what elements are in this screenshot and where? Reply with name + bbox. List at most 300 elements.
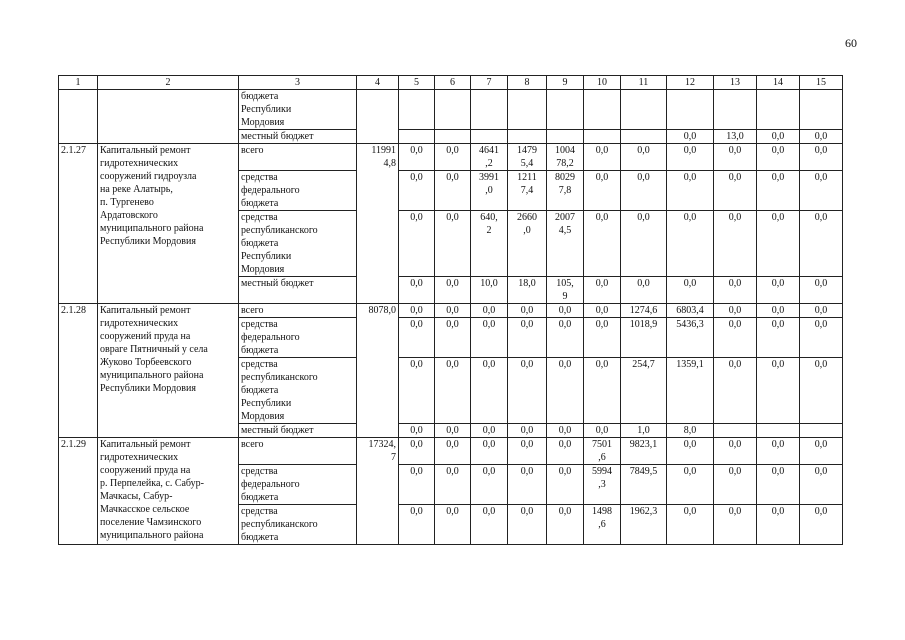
value-cell [800, 465, 843, 505]
table-body [59, 76, 843, 545]
value-cell [508, 211, 547, 277]
text-line: 0,0 [814, 439, 828, 450]
value-cell [399, 424, 435, 438]
value-cell [584, 304, 621, 318]
value-cell [667, 318, 714, 358]
text-line: Республики Мордовия [100, 383, 196, 394]
value-cell [471, 144, 508, 171]
text-line: 8029 [555, 172, 575, 183]
value-cell [508, 358, 547, 424]
text-line: 0,0 [410, 145, 423, 156]
text-line: 0,0 [814, 305, 828, 316]
text-line: 0,0 [520, 466, 534, 477]
text-line: 0,0 [637, 212, 650, 223]
value-cell [714, 358, 757, 424]
table-row [59, 304, 843, 318]
source-cell [239, 505, 357, 545]
text-line: бюджета [241, 345, 279, 356]
value-cell [621, 304, 667, 318]
text-line: Республики [241, 251, 292, 262]
text-line: 11991 [371, 145, 396, 156]
text-line: 0,0 [814, 145, 828, 156]
text-line: 0,0 [683, 439, 697, 450]
value-cell [757, 465, 800, 505]
empty-cell [357, 90, 399, 144]
text-line: 0,0 [771, 305, 785, 316]
value-cell [757, 438, 800, 465]
source-cell [239, 318, 357, 358]
value-cell [547, 505, 584, 545]
text-line: 8,0 [683, 425, 697, 436]
value-cell [714, 424, 757, 438]
text-line: 0,0 [558, 305, 572, 316]
empty-cell [435, 90, 471, 130]
text-line: Капитальный ремонт [100, 305, 191, 316]
text-line: федерального [241, 332, 300, 343]
value-cell [584, 277, 621, 304]
text-line: 7849,5 [629, 466, 658, 477]
text-line: 254,7 [632, 359, 655, 370]
value-cell [508, 318, 547, 358]
text-line: 2 [486, 225, 492, 236]
value-cell [714, 171, 757, 211]
text-line: всего [241, 305, 264, 316]
value-cell [714, 304, 757, 318]
text-line: 0,0 [771, 172, 785, 183]
text-line: федерального [241, 185, 300, 196]
text-line: 0,0 [683, 145, 697, 156]
value-cell [471, 171, 508, 211]
text-line: 0,0 [595, 212, 609, 223]
value-cell [435, 211, 471, 277]
text-line: 0,0 [558, 359, 572, 370]
text-line: 0,0 [683, 466, 697, 477]
value-cell [435, 144, 471, 171]
text-line: 0,0 [558, 506, 572, 517]
value-cell [547, 144, 584, 171]
text-line: средства [241, 466, 278, 477]
text-line: овраге Пятничный у села [100, 344, 208, 355]
text-line: 0,0 [814, 466, 828, 477]
value-cell [471, 277, 508, 304]
text-line: 0,0 [728, 319, 742, 330]
text-line: 0,0 [814, 359, 828, 370]
text-line: гидротехнических [100, 158, 179, 169]
text-line: 2007 [555, 212, 575, 223]
text-line: 0,0 [520, 425, 534, 436]
text-line: ,0 [485, 185, 493, 196]
text-line: 7,8 [558, 185, 572, 196]
text-line: 0,0 [637, 278, 650, 289]
header-cell: 14 [757, 76, 800, 90]
value-cell [621, 465, 667, 505]
value-cell [800, 358, 843, 424]
value-cell [508, 277, 547, 304]
text-line: 0,0 [482, 466, 496, 477]
total-cost-cell [357, 144, 399, 304]
value-cell [584, 211, 621, 277]
text-line: средства [241, 506, 278, 517]
value-cell [800, 277, 843, 304]
value-cell [508, 171, 547, 211]
text-line: 0,0 [728, 278, 742, 289]
text-line: республиканского [241, 372, 318, 383]
text-line: 0,0 [771, 278, 785, 289]
value-cell [584, 505, 621, 545]
value-cell: 13,0 [714, 130, 757, 144]
source-cell [239, 465, 357, 505]
value-cell [757, 318, 800, 358]
text-line: 1004 [555, 145, 575, 156]
source-cell [239, 424, 357, 438]
source-cell [239, 211, 357, 277]
text-line: 18,0 [518, 278, 536, 289]
text-line: 7 [391, 452, 396, 463]
empty-cell [584, 90, 621, 130]
text-line: 1018,9 [629, 319, 658, 330]
value-cell [435, 171, 471, 211]
text-line: 0,0 [771, 359, 785, 370]
value-cell [621, 424, 667, 438]
value-cell [435, 424, 471, 438]
value-cell [667, 277, 714, 304]
text-line: 2660 [517, 212, 537, 223]
total-cost-cell [357, 304, 399, 438]
value-cell [435, 438, 471, 465]
text-line: республиканского [241, 225, 318, 236]
text-line: 1962,3 [629, 506, 658, 517]
value-cell [621, 505, 667, 545]
value-cell [471, 438, 508, 465]
text-line: гидротехнических [100, 452, 179, 463]
text-line: 4,8 [383, 158, 396, 169]
text-line: 0,0 [728, 145, 742, 156]
text-line: бюджета [241, 238, 279, 249]
text-line: 0,0 [520, 439, 534, 450]
value-cell [584, 358, 621, 424]
value-cell [667, 424, 714, 438]
text-line: 0,0 [446, 278, 459, 289]
text-line: сооружений пруда на [100, 331, 191, 342]
text-line: 0,0 [520, 305, 534, 316]
source-cell [239, 90, 357, 130]
value-cell [667, 211, 714, 277]
text-line: 0,0 [814, 319, 828, 330]
text-line: 0,0 [595, 145, 609, 156]
text-line: 0,0 [814, 212, 828, 223]
value-cell [399, 505, 435, 545]
text-line: 0,0 [410, 425, 423, 436]
value-cell [508, 424, 547, 438]
header-cell: 11 [621, 76, 667, 90]
table-row [59, 438, 843, 465]
text-line: 0,0 [728, 466, 742, 477]
text-line: 0,0 [558, 425, 572, 436]
text-line: 0,0 [595, 172, 609, 183]
text-line: 17324, [368, 439, 396, 450]
text-line: Мачкасское сельское [100, 504, 190, 515]
value-cell [471, 318, 508, 358]
header-cell: 1 [59, 76, 98, 90]
value-cell [547, 424, 584, 438]
text-line: 0,0 [683, 172, 697, 183]
text-line: 1211 [517, 172, 537, 183]
value-cell [547, 465, 584, 505]
text-line: 0,0 [728, 212, 742, 223]
empty-cell [471, 90, 508, 130]
text-line: 0,0 [410, 305, 423, 316]
table-row [59, 144, 843, 171]
text-line: 0,0 [410, 506, 423, 517]
value-cell: 0,0 [757, 130, 800, 144]
text-line: Мордовия [241, 411, 285, 422]
value-cell [584, 171, 621, 211]
value-cell [621, 211, 667, 277]
empty-cell [800, 90, 843, 130]
text-line: 0,0 [482, 425, 496, 436]
text-line: 5,4 [520, 158, 534, 169]
text-line: 0,0 [446, 425, 459, 436]
source-cell [239, 358, 357, 424]
text-line: бюджета [241, 91, 279, 102]
text-line: 0,0 [482, 439, 496, 450]
value-cell [757, 211, 800, 277]
text-line: 0,0 [595, 278, 609, 289]
text-line: 0,0 [771, 145, 785, 156]
value-cell [714, 277, 757, 304]
value-cell [800, 304, 843, 318]
source-cell [239, 304, 357, 318]
value-cell [435, 358, 471, 424]
value-cell [800, 424, 843, 438]
value-cell [800, 211, 843, 277]
value-cell [621, 277, 667, 304]
header-cell: 10 [584, 76, 621, 90]
value-cell [508, 438, 547, 465]
total-cost-cell [357, 438, 399, 545]
text-line: 4641 [479, 145, 499, 156]
text-line: федерального [241, 479, 300, 490]
text-line: 6803,4 [676, 305, 704, 316]
text-line: 0,0 [595, 425, 609, 436]
text-line: муниципального района [100, 370, 204, 381]
text-line: 0,0 [814, 278, 828, 289]
value-cell [621, 318, 667, 358]
value-cell [471, 465, 508, 505]
empty-cell [714, 90, 757, 130]
text-line: 4,5 [558, 225, 572, 236]
text-line: 0,0 [728, 359, 742, 370]
text-line: 0,0 [446, 145, 459, 156]
value-cell [667, 304, 714, 318]
text-line: средства [241, 359, 278, 370]
text-line: 1498 [592, 506, 612, 517]
value-cell [547, 277, 584, 304]
text-line: муниципального района [100, 223, 204, 234]
value-cell [435, 277, 471, 304]
value-cell [547, 358, 584, 424]
text-line: Капитальный ремонт [100, 145, 191, 156]
text-line: 0,0 [771, 506, 785, 517]
text-line: 5994 [592, 466, 612, 477]
text-line: 640, [480, 212, 498, 223]
text-line: 0,0 [728, 172, 742, 183]
value-cell [757, 304, 800, 318]
text-line: бюджета [241, 532, 279, 543]
text-line: 3991 [479, 172, 499, 183]
text-line: 0,0 [558, 319, 572, 330]
value-cell [547, 304, 584, 318]
value-cell [399, 438, 435, 465]
text-line: 0,0 [446, 439, 459, 450]
text-line: 0,0 [683, 212, 697, 223]
value-cell [435, 465, 471, 505]
text-line: 1359,1 [676, 359, 704, 370]
text-line: 0,0 [410, 172, 423, 183]
text-line: 0,0 [558, 466, 572, 477]
source-cell [239, 277, 357, 304]
text-line: 0,0 [728, 439, 742, 450]
text-line: 0,0 [637, 172, 650, 183]
value-cell [584, 424, 621, 438]
item-description-cell [98, 304, 239, 438]
item-number-cell: 2.1.29 [59, 438, 98, 545]
text-line: 7501 [592, 439, 612, 450]
source-cell [239, 144, 357, 171]
text-line: 105, [556, 278, 574, 289]
text-line: 0,0 [520, 359, 534, 370]
text-line: 0,0 [771, 319, 785, 330]
text-line: 0,0 [771, 439, 785, 450]
text-line: 0,0 [482, 359, 496, 370]
value-cell [667, 438, 714, 465]
value-cell [508, 465, 547, 505]
value-cell [399, 171, 435, 211]
value-cell [435, 505, 471, 545]
value-cell [757, 358, 800, 424]
text-line: Жуково Торбеевского [100, 357, 192, 368]
value-cell [800, 171, 843, 211]
header-cell: 5 [399, 76, 435, 90]
header-cell: 4 [357, 76, 399, 90]
value-cell [584, 144, 621, 171]
value-cell [471, 304, 508, 318]
text-line: 0,0 [814, 172, 828, 183]
value-cell [800, 318, 843, 358]
value-cell [714, 211, 757, 277]
value-cell [584, 318, 621, 358]
value-cell [435, 304, 471, 318]
value-cell [714, 465, 757, 505]
text-line: 1479 [517, 145, 537, 156]
header-row [59, 76, 843, 90]
source-cell [239, 171, 357, 211]
text-line: 0,0 [410, 212, 423, 223]
text-line: 0,0 [771, 466, 785, 477]
value-cell [399, 144, 435, 171]
text-line: 0,0 [520, 319, 534, 330]
text-line: 0,0 [446, 212, 459, 223]
value-cell [435, 318, 471, 358]
item-description-cell [98, 144, 239, 304]
text-line: гидротехнических [100, 318, 179, 329]
text-line: 1,0 [637, 425, 650, 436]
empty-cell [98, 90, 239, 144]
text-line: 0,0 [482, 506, 496, 517]
text-line: ,6 [598, 519, 606, 530]
value-cell [667, 465, 714, 505]
value-cell [547, 171, 584, 211]
text-line: Мачкасы, Сабур- [100, 491, 173, 502]
value-cell [584, 438, 621, 465]
value-cell [621, 358, 667, 424]
empty-cell [399, 90, 435, 130]
text-line: средства [241, 319, 278, 330]
value-cell [621, 438, 667, 465]
value-cell [800, 144, 843, 171]
text-line: 10,0 [480, 278, 498, 289]
text-line: 0,0 [637, 145, 650, 156]
value-cell [584, 465, 621, 505]
text-line: 0,0 [446, 359, 459, 370]
value-cell [667, 358, 714, 424]
text-line: республиканского [241, 519, 318, 530]
text-line: 0,0 [410, 439, 423, 450]
text-line: Республики [241, 398, 292, 409]
value-cell [621, 130, 667, 144]
value-cell [757, 277, 800, 304]
value-cell: 0,0 [667, 130, 714, 144]
header-cell: 13 [714, 76, 757, 90]
text-line: всего [241, 145, 264, 156]
value-cell [757, 505, 800, 545]
header-cell: 9 [547, 76, 584, 90]
continuation-row [59, 90, 843, 130]
value-cell [547, 438, 584, 465]
text-line: средства [241, 212, 278, 223]
value-cell [399, 130, 435, 144]
text-line: 0,0 [595, 359, 609, 370]
empty-cell [621, 90, 667, 130]
value-cell [621, 144, 667, 171]
text-line: 0,0 [446, 172, 459, 183]
value-cell [800, 438, 843, 465]
text-line: 78,2 [556, 158, 574, 169]
text-line: 0,0 [446, 466, 459, 477]
text-line: средства [241, 172, 278, 183]
text-line: местный бюджет [241, 425, 314, 436]
text-line: 0,0 [482, 319, 496, 330]
header-cell: 7 [471, 76, 508, 90]
text-line: всего [241, 439, 264, 450]
header-cell: 12 [667, 76, 714, 90]
text-line: 0,0 [410, 466, 423, 477]
text-line: 0,0 [595, 319, 609, 330]
value-cell [547, 318, 584, 358]
text-line: 7,4 [520, 185, 534, 196]
text-line: п. Тургенево [100, 197, 154, 208]
value-cell: 0,0 [800, 130, 843, 144]
text-line: Мордовия [241, 117, 285, 128]
header-cell: 3 [239, 76, 357, 90]
header-cell: 6 [435, 76, 471, 90]
value-cell [714, 318, 757, 358]
value-cell [471, 424, 508, 438]
text-line: 1274,6 [629, 305, 658, 316]
empty-cell [667, 90, 714, 130]
text-line: поселение Чамзинского [100, 517, 202, 528]
text-line: Мордовия [241, 264, 285, 275]
